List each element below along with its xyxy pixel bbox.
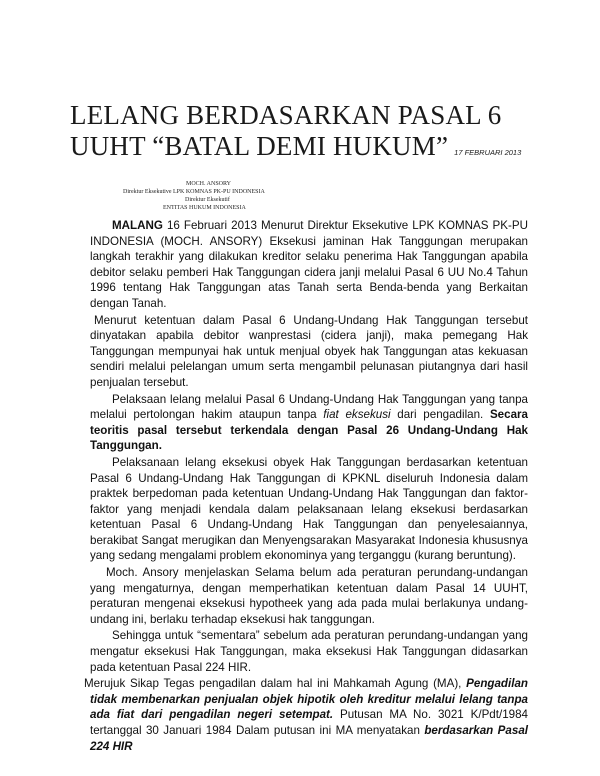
dateline: MALANG — [112, 219, 163, 232]
paragraph-7-text-b: Putusan MA No. 3021 K/Pdt/1984 tertanggal 30 Januari 1984 Dalam putusan ini MA menyatakan — [90, 708, 528, 737]
paragraph-2: Menurut ketentuan dalam Pasal 6 Undang-Undang Hak Tanggungan tersebut dinyatakan apabila debitor wanprestasi (cidera janji), maka pemegang Hak Tanggungan mempunyai hak untuk menjual obyek hak Tanggungan atas kekuasan sendiri melalui pelelangan umum serta mengambil pelunasan piutangnya dari hasil penjualan tersebut. — [90, 313, 528, 389]
paragraph-3-italic: fiat eksekusi — [323, 408, 391, 422]
paragraph-7 — [84, 676, 528, 754]
author-org: ENTITAS HUKUM INDONESIA — [163, 205, 246, 211]
paragraph-3-text-b: dari pengadilan. — [390, 408, 490, 422]
title-line-1: LELANG BERDASARKAN PASAL 6 — [70, 100, 502, 130]
title-line-2-text: UUHT “BATAL DEMI HUKUM” — [70, 131, 449, 161]
paragraph-7-bold-italic-2: berdasarkan Pasal 224 HIR — [90, 724, 528, 753]
paragraph-6: Sehingga untuk “sementara” sebelum ada peraturan perundang-undangan yang mengatur eksekusi Hak Tanggungan, maka eksekusi Hak Tanggungan didasarkan pada ketentuan Pasal 224 HIR. — [90, 629, 528, 674]
article-body — [84, 218, 528, 754]
paragraph-7-bold-italic-1: Pengadilan tidak membenarkan penjualan objek hipotik oleh kreditur melalui lelang tanpa ada fiat dari pengadilan negeri setempat. — [90, 677, 528, 722]
paragraph-1 — [90, 218, 528, 312]
title-line-2 — [70, 131, 521, 168]
paragraph-3-bold: Secara teoritis pasal tersebut terkendala dengan Pasal 26 Undang-Undang Hak Tanggungan. — [90, 408, 528, 453]
paragraph-7-text-a: Merujuk Sikap Tegas pengadilan dalam hal ini Mahkamah Agung (MA), — [84, 677, 467, 691]
author-name: MOCH. ANSORY — [186, 181, 232, 187]
paragraph-1-text: 16 Februari 2013 Menurut Direktur Eksekutive LPK KOMNAS PK-PU INDONESIA (MOCH. ANSORY) Eksekusi jaminan Hak Tanggungan merupakan langkah terakhir yang dilakukan kreditor selaku penerima Hak Tanggungan apabila debitor selaku pemberi Hak Tanggungan cidera janji melalui Pasal 6 UU No.4 Tahun 1996 tentang Hak Tanggungan atas Tanah serta Benda-benda yang Berkaitan dengan Tanah. — [90, 219, 528, 310]
paragraph-5: Moch. Ansory menjelaskan Selama belum ada peraturan perundang-undangan yang mengaturnya, dengan memperhatikan ketentuan dalam Pasal 14 UUHT, peraturan mengenai eksekusi hypotheek yang ada pada mulai berlakunya undang-undang ini, berlaku terhadap eksekusi hak tanggungan. — [90, 566, 528, 626]
paragraph-3 — [90, 392, 528, 454]
author-position: Direktur Eksekutif — [185, 197, 230, 203]
publish-date: 17 FEBRUARI 2013 — [454, 148, 522, 157]
document-title — [70, 100, 521, 168]
author-role: Direktur Eksekutive LPK KOMNAS PK-PU INDONESIA — [123, 189, 265, 195]
paragraph-4: Pelaksanaan lelang eksekusi obyek Hak Tanggungan berdasarkan ketentuan Pasal 6 Undang-Undang Hak Tanggungan di KPKNL diseluruh Indonesia dalam praktek berpedoman pada ketentuan Undang-Undang Hak Tanggungan dan faktor-faktor yang menjadi kendala dalam pelaksanaan lelang eksekusi berdasarkan ketentuan Pasal 6 Undang-Undang Hak Tanggungan dan penyelesaiannya, berakibat Sangat merugikan dan Menyengsarakan Masyarakat Indonesia khususnya yang sedang mengalami problem ekonominya yang terganggu (kurang beruntung). — [90, 455, 528, 563]
paragraph-3-text-a: Pelaksaan lelang melalui Pasal 6 Undang-Undang Hak Tanggungan yang tanpa melalui pertolongan hakim ataupun tanpa — [90, 392, 528, 422]
